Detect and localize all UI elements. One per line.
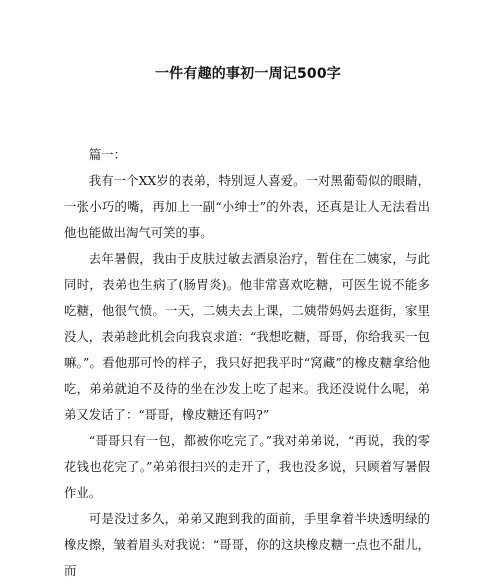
paragraph: 去年暑假，我由于皮肤过敏去酒泉治疗，暂住在二姨家，与此同时，表弟也生病了(肠胃炎)。他非常喜欢吃糖，可医生说不能多吃糖，他很气愤。一天，二姨夫去上课，二姨带妈妈去逛街，家里没人，表弟趁此机会向我哀求道：“我想吃糖，哥哥，你给我买一包嘛。”。看他那可怜的样子，我只好把我平时“窝藏”的橡皮糖拿给他吃，弟弟就迫不及待的坐在沙发上吃了起来。我还没说什么呢，弟弟又发话了：“哥哥，橡皮糖还有吗?” — [64, 251, 430, 422]
document-title: 一件有趣的事初一周记500字 — [154, 66, 342, 82]
paragraph: 我有一个XX岁的表弟，特别逗人喜爱。一对黑葡萄似的眼睛，一张小巧的嘴，再加上一副“小绅士”的外表，还真是让人无法看出他也能做出淘气可笑的事。 — [64, 173, 430, 240]
paragraph-heading: 篇一： — [88, 147, 126, 162]
paragraph: “哥哥只有一包，都被你吃完了。”我对弟弟说，“再说，我的零花钱也花完了。”弟弟很扫兴的走开了，我也没多说，只顾着写暑假作业。 — [64, 433, 430, 500]
document-body — [64, 142, 430, 584]
paragraph: 可是没过多久，弟弟又跑到我的面前，手里拿着半块透明绿的橡皮擦，皱着眉头对我说：“哥哥，你的这块橡皮糖一点也不甜儿，而 — [64, 511, 430, 578]
